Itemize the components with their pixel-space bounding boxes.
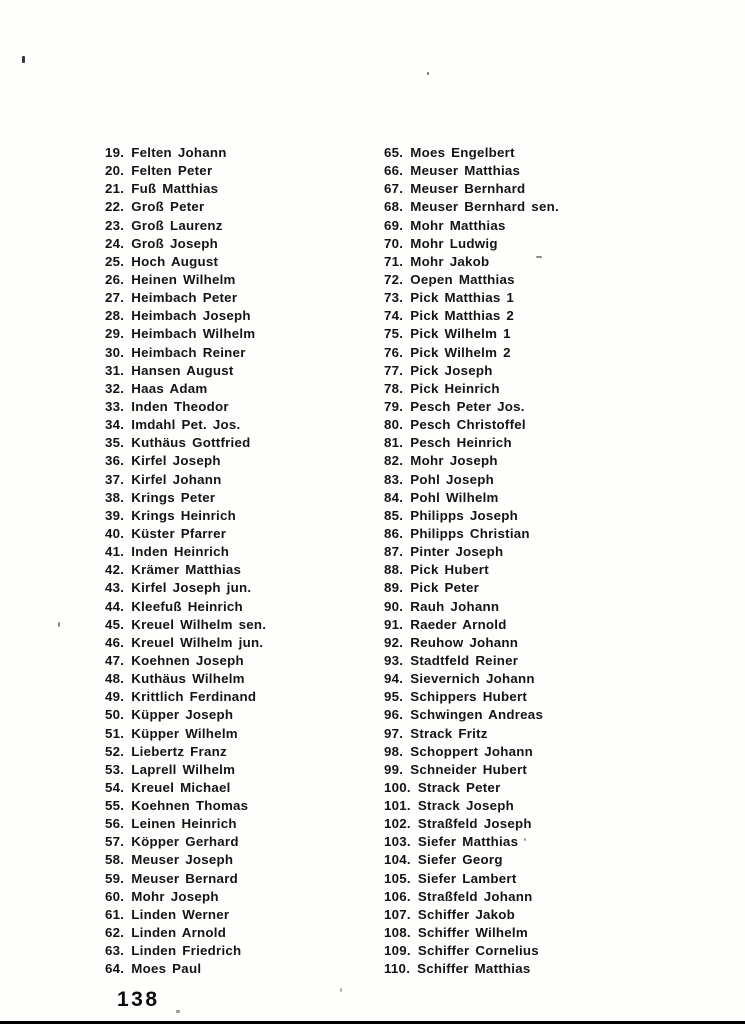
entry-number: 71. xyxy=(384,253,404,269)
entry-number: 96. xyxy=(384,707,404,723)
list-entry xyxy=(384,561,559,579)
entry-name: Oepen Matthias xyxy=(410,271,515,287)
entry-number: 30. xyxy=(105,344,125,360)
list-entry xyxy=(105,525,266,543)
entry-name: Schippers Hubert xyxy=(410,689,528,705)
entry-name: Liebertz Franz xyxy=(131,743,227,759)
entry-name: Philipps Christian xyxy=(410,525,530,541)
list-entry xyxy=(105,543,266,561)
entry-number: 32. xyxy=(105,380,125,396)
list-entry xyxy=(105,144,266,162)
list-entry xyxy=(384,652,559,670)
list-entry xyxy=(105,706,266,724)
list-entry xyxy=(105,761,266,779)
entry-name: Kreuel Wilhelm jun. xyxy=(131,634,264,650)
entry-number: 91. xyxy=(384,616,404,632)
entry-number: 42. xyxy=(105,562,125,578)
entry-number: 56. xyxy=(105,816,125,832)
entry-number: 45. xyxy=(105,616,125,632)
entry-number: 46. xyxy=(105,634,125,650)
list-entry xyxy=(384,416,559,434)
entry-name: Siefer Matthias xyxy=(417,834,519,850)
entry-name: Kreuel Wilhelm sen. xyxy=(131,616,267,632)
entry-number: 66. xyxy=(384,163,404,179)
list-entry xyxy=(105,507,266,525)
entry-name: Haas Adam xyxy=(131,380,208,396)
entry-number: 47. xyxy=(105,652,125,668)
entry-number: 27. xyxy=(105,290,125,306)
list-entry xyxy=(105,833,266,851)
entry-name: Pohl Wilhelm xyxy=(410,489,499,505)
entry-name: Strack Peter xyxy=(417,779,501,795)
entry-name: Kirfel Joseph xyxy=(131,453,221,469)
list-entry xyxy=(105,434,266,452)
entry-name: Pick Heinrich xyxy=(410,380,500,396)
entry-name: Küpper Wilhelm xyxy=(131,725,238,741)
list-entry xyxy=(384,217,559,235)
list-entry xyxy=(384,398,559,416)
entry-number: 20. xyxy=(105,163,125,179)
entry-name: Pick Peter xyxy=(410,580,480,596)
entry-name: Inden Heinrich xyxy=(131,544,230,560)
list-entry xyxy=(384,325,559,343)
entry-name: Hoch August xyxy=(131,253,219,269)
list-entry xyxy=(384,616,559,634)
entry-number: 65. xyxy=(384,145,404,160)
entry-number: 44. xyxy=(105,598,125,614)
entry-name: Kleefuß Heinrich xyxy=(131,598,243,614)
entry-name: Raeder Arnold xyxy=(410,616,507,632)
entry-name: Straßfeld Joseph xyxy=(417,816,532,832)
entry-name: Rauh Johann xyxy=(410,598,500,614)
list-entry xyxy=(105,725,266,743)
entry-name: Küpper Joseph xyxy=(131,707,234,723)
entry-name: Fuß Matthias xyxy=(131,181,219,197)
entry-name: Pick Wilhelm 2 xyxy=(410,344,511,360)
entry-name: Mohr Ludwig xyxy=(410,235,498,251)
list-entry xyxy=(105,489,266,507)
entry-number: 29. xyxy=(105,326,125,342)
list-entry xyxy=(105,307,266,325)
entry-name: Pick Joseph xyxy=(410,362,493,378)
entry-number: 48. xyxy=(105,671,125,687)
name-list-right-column xyxy=(384,144,559,978)
entry-name: Pick Wilhelm 1 xyxy=(410,326,511,342)
entry-number: 38. xyxy=(105,489,125,505)
entry-number: 35. xyxy=(105,435,125,451)
entry-name: Philipps Joseph xyxy=(410,507,518,523)
entry-name: Koehnen Joseph xyxy=(131,652,244,668)
list-entry xyxy=(384,579,559,597)
list-entry xyxy=(384,634,559,652)
entry-name: Sievernich Johann xyxy=(410,671,535,687)
entry-name: Schiffer Matthias xyxy=(417,961,531,977)
entry-name: Mohr Jakob xyxy=(410,253,490,269)
entry-number: 74. xyxy=(384,308,404,324)
entry-number: 61. xyxy=(105,906,125,922)
entry-number: 60. xyxy=(105,888,125,904)
list-entry xyxy=(384,344,559,362)
entry-number: 88. xyxy=(384,562,404,578)
entry-number: 107. xyxy=(384,906,411,922)
entry-name: Groß Peter xyxy=(131,199,205,215)
entry-name: Pick Matthias 2 xyxy=(410,308,515,324)
entry-name: Koehnen Thomas xyxy=(131,798,249,814)
list-entry xyxy=(384,706,559,724)
list-entry xyxy=(105,906,266,924)
page-number: 138 xyxy=(117,988,160,1011)
entry-number: 69. xyxy=(384,217,404,233)
entry-number: 81. xyxy=(384,435,404,451)
list-entry xyxy=(384,779,559,797)
entry-number: 36. xyxy=(105,453,125,469)
entry-name: Heinen Wilhelm xyxy=(131,271,236,287)
entry-name: Kirfel Joseph jun. xyxy=(131,580,252,596)
entry-number: 49. xyxy=(105,689,125,705)
list-entry xyxy=(384,598,559,616)
list-entry xyxy=(105,779,266,797)
entry-number: 55. xyxy=(105,798,125,814)
entry-name: Imdahl Pet. Jos. xyxy=(131,417,241,433)
entry-name: Mohr Joseph xyxy=(410,453,498,469)
entry-number: 64. xyxy=(105,961,125,977)
entry-number: 89. xyxy=(384,580,404,596)
list-entry xyxy=(384,743,559,761)
entry-number: 59. xyxy=(105,870,125,886)
entry-number: 50. xyxy=(105,707,125,723)
entry-number: 93. xyxy=(384,652,404,668)
entry-name: Krittlich Ferdinand xyxy=(131,689,257,705)
entry-number: 101. xyxy=(384,798,411,814)
list-entry xyxy=(105,253,266,271)
entry-name: Moes Paul xyxy=(131,961,202,977)
entry-number: 57. xyxy=(105,834,125,850)
entry-name: Heimbach Wilhelm xyxy=(131,326,256,342)
entry-name: Heimbach Joseph xyxy=(131,308,251,324)
list-entry xyxy=(105,398,266,416)
entry-name: Kuthäus Wilhelm xyxy=(131,671,245,687)
entry-name: Meuser Matthias xyxy=(410,163,521,179)
list-entry xyxy=(384,670,559,688)
entry-number: 19. xyxy=(105,145,125,160)
entry-number: 83. xyxy=(384,471,404,487)
entry-name: Krings Heinrich xyxy=(131,507,237,523)
list-entry xyxy=(384,906,559,924)
scan-speck xyxy=(176,1010,180,1013)
list-entry xyxy=(384,235,559,253)
list-entry xyxy=(384,797,559,815)
list-entry xyxy=(105,652,266,670)
entry-name: Schiffer Jakob xyxy=(417,906,516,922)
list-entry xyxy=(105,380,266,398)
entry-name: Meuser Bernhard sen. xyxy=(410,199,559,215)
list-entry xyxy=(105,579,266,597)
entry-number: 51. xyxy=(105,725,125,741)
entry-number: 31. xyxy=(105,362,125,378)
entry-name: Heimbach Peter xyxy=(131,290,238,306)
list-entry xyxy=(384,888,559,906)
scan-speck xyxy=(536,256,542,258)
scan-speck xyxy=(22,56,25,63)
list-entry xyxy=(105,162,266,180)
entry-name: Pinter Joseph xyxy=(410,544,504,560)
entry-number: 67. xyxy=(384,181,404,197)
list-entry xyxy=(384,380,559,398)
entry-name: Pesch Peter Jos. xyxy=(410,398,525,414)
list-entry xyxy=(384,960,559,978)
list-entry xyxy=(105,942,266,960)
entry-number: 28. xyxy=(105,308,125,324)
scan-speck xyxy=(524,838,526,841)
entry-name: Kirfel Johann xyxy=(131,471,222,487)
list-entry xyxy=(384,688,559,706)
entry-number: 40. xyxy=(105,525,125,541)
entry-name: Felten Johann xyxy=(131,145,227,160)
entry-name: Leinen Heinrich xyxy=(131,816,237,832)
list-entry xyxy=(384,289,559,307)
entry-name: Köpper Gerhard xyxy=(131,834,239,850)
entry-name: Mohr Joseph xyxy=(131,888,219,904)
entry-number: 105. xyxy=(384,870,411,886)
list-entry xyxy=(105,888,266,906)
entry-number: 25. xyxy=(105,253,125,269)
entry-name: Schneider Hubert xyxy=(410,761,528,777)
list-entry xyxy=(105,325,266,343)
entry-number: 82. xyxy=(384,453,404,469)
entry-name: Heimbach Reiner xyxy=(131,344,246,360)
entry-number: 24. xyxy=(105,235,125,251)
entry-name: Hansen August xyxy=(131,362,234,378)
entry-name: Krings Peter xyxy=(131,489,216,505)
entry-number: 62. xyxy=(105,925,125,941)
entry-number: 70. xyxy=(384,235,404,251)
list-entry xyxy=(384,833,559,851)
list-entry xyxy=(384,362,559,380)
entry-number: 87. xyxy=(384,544,404,560)
entry-number: 100. xyxy=(384,779,411,795)
entry-number: 23. xyxy=(105,217,125,233)
entry-name: Meuser Bernhard xyxy=(410,181,526,197)
entry-number: 22. xyxy=(105,199,125,215)
entry-name: Meuser Joseph xyxy=(131,852,234,868)
entry-name: Strack Joseph xyxy=(417,798,515,814)
entry-number: 92. xyxy=(384,634,404,650)
list-entry xyxy=(105,851,266,869)
entry-number: 76. xyxy=(384,344,404,360)
entry-name: Schiffer Cornelius xyxy=(417,943,539,959)
list-entry xyxy=(105,471,266,489)
list-entry xyxy=(105,743,266,761)
entry-number: 108. xyxy=(384,925,411,941)
entry-number: 102. xyxy=(384,816,411,832)
list-entry xyxy=(105,598,266,616)
entry-number: 21. xyxy=(105,181,125,197)
list-entry xyxy=(105,870,266,888)
list-entry xyxy=(105,217,266,235)
list-entry xyxy=(105,960,266,978)
entry-name: Siefer Georg xyxy=(417,852,503,868)
entry-name: Kuthäus Gottfried xyxy=(131,435,251,451)
entry-number: 43. xyxy=(105,580,125,596)
list-entry xyxy=(384,198,559,216)
list-entry xyxy=(384,253,559,271)
entry-name: Strack Fritz xyxy=(410,725,488,741)
entry-number: 58. xyxy=(105,852,125,868)
name-list-left-column xyxy=(105,144,266,978)
entry-name: Felten Peter xyxy=(131,163,213,179)
entry-number: 53. xyxy=(105,761,125,777)
entry-number: 104. xyxy=(384,852,411,868)
list-entry xyxy=(105,924,266,942)
entry-number: 33. xyxy=(105,398,125,414)
entry-name: Groß Joseph xyxy=(131,235,219,251)
entry-name: Straßfeld Johann xyxy=(417,888,533,904)
entry-number: 54. xyxy=(105,779,125,795)
entry-name: Schoppert Johann xyxy=(410,743,533,759)
list-entry xyxy=(105,815,266,833)
entry-number: 79. xyxy=(384,398,404,414)
entry-name: Pick Hubert xyxy=(410,562,489,578)
entry-name: Kreuel Michael xyxy=(131,779,231,795)
entry-name: Meuser Bernard xyxy=(131,870,238,886)
entry-name: Laprell Wilhelm xyxy=(131,761,236,777)
list-entry xyxy=(384,761,559,779)
entry-number: 78. xyxy=(384,380,404,396)
entry-name: Linden Friedrich xyxy=(131,943,242,959)
entry-number: 68. xyxy=(384,199,404,215)
list-entry xyxy=(105,180,266,198)
list-entry xyxy=(384,180,559,198)
list-entry xyxy=(105,271,266,289)
entry-number: 94. xyxy=(384,671,404,687)
entry-number: 109. xyxy=(384,943,411,959)
entry-number: 26. xyxy=(105,271,125,287)
entry-name: Linden Werner xyxy=(131,906,230,922)
entry-name: Stadtfeld Reiner xyxy=(410,652,519,668)
list-entry xyxy=(384,489,559,507)
list-entry xyxy=(105,452,266,470)
list-entry xyxy=(384,452,559,470)
entry-name: Schwingen Andreas xyxy=(410,707,544,723)
list-entry xyxy=(105,688,266,706)
entry-number: 90. xyxy=(384,598,404,614)
entry-number: 110. xyxy=(384,961,411,977)
list-entry xyxy=(384,144,559,162)
list-entry xyxy=(384,851,559,869)
entry-number: 97. xyxy=(384,725,404,741)
entry-number: 106. xyxy=(384,888,411,904)
list-entry xyxy=(384,815,559,833)
list-entry xyxy=(105,797,266,815)
entry-number: 80. xyxy=(384,417,404,433)
entry-number: 85. xyxy=(384,507,404,523)
entry-number: 73. xyxy=(384,290,404,306)
entry-number: 77. xyxy=(384,362,404,378)
list-entry xyxy=(105,616,266,634)
list-entry xyxy=(105,235,266,253)
entry-number: 75. xyxy=(384,326,404,342)
entry-number: 72. xyxy=(384,271,404,287)
list-entry xyxy=(384,434,559,452)
entry-number: 34. xyxy=(105,417,125,433)
entry-number: 84. xyxy=(384,489,404,505)
entry-number: 86. xyxy=(384,525,404,541)
list-entry xyxy=(384,924,559,942)
scan-speck xyxy=(340,988,342,992)
list-entry xyxy=(384,725,559,743)
entry-name: Mohr Matthias xyxy=(410,217,506,233)
list-entry xyxy=(384,942,559,960)
entry-name: Siefer Lambert xyxy=(417,870,517,886)
list-entry xyxy=(384,507,559,525)
list-entry xyxy=(384,271,559,289)
entry-name: Inden Theodor xyxy=(131,398,229,414)
entry-name: Krämer Matthias xyxy=(131,562,242,578)
entry-number: 98. xyxy=(384,743,404,759)
entry-number: 99. xyxy=(384,761,404,777)
entry-name: Küster Pfarrer xyxy=(131,525,227,541)
entry-name: Reuhow Johann xyxy=(410,634,519,650)
entry-name: Pesch Christoffel xyxy=(410,417,526,433)
list-entry xyxy=(105,670,266,688)
list-entry xyxy=(105,362,266,380)
scan-speck xyxy=(58,622,60,627)
list-entry xyxy=(384,870,559,888)
entry-name: Pick Matthias 1 xyxy=(410,290,515,306)
scan-speck xyxy=(427,72,429,75)
list-entry xyxy=(384,543,559,561)
entry-name: Groß Laurenz xyxy=(131,217,223,233)
entry-number: 41. xyxy=(105,544,125,560)
list-entry xyxy=(384,471,559,489)
list-entry xyxy=(105,289,266,307)
list-entry xyxy=(105,416,266,434)
entry-name: Pesch Heinrich xyxy=(410,435,512,451)
list-entry xyxy=(105,561,266,579)
entry-name: Moes Engelbert xyxy=(410,145,515,160)
entry-number: 63. xyxy=(105,943,125,959)
entry-number: 39. xyxy=(105,507,125,523)
list-entry xyxy=(384,525,559,543)
entry-number: 95. xyxy=(384,689,404,705)
list-entry xyxy=(384,162,559,180)
entry-name: Schiffer Wilhelm xyxy=(417,925,528,941)
entry-name: Pohl Joseph xyxy=(410,471,495,487)
entry-number: 52. xyxy=(105,743,125,759)
entry-name: Linden Arnold xyxy=(131,925,227,941)
list-entry xyxy=(105,634,266,652)
list-entry xyxy=(105,198,266,216)
entry-number: 103. xyxy=(384,834,411,850)
entry-number: 37. xyxy=(105,471,125,487)
list-entry xyxy=(384,307,559,325)
list-entry xyxy=(105,344,266,362)
